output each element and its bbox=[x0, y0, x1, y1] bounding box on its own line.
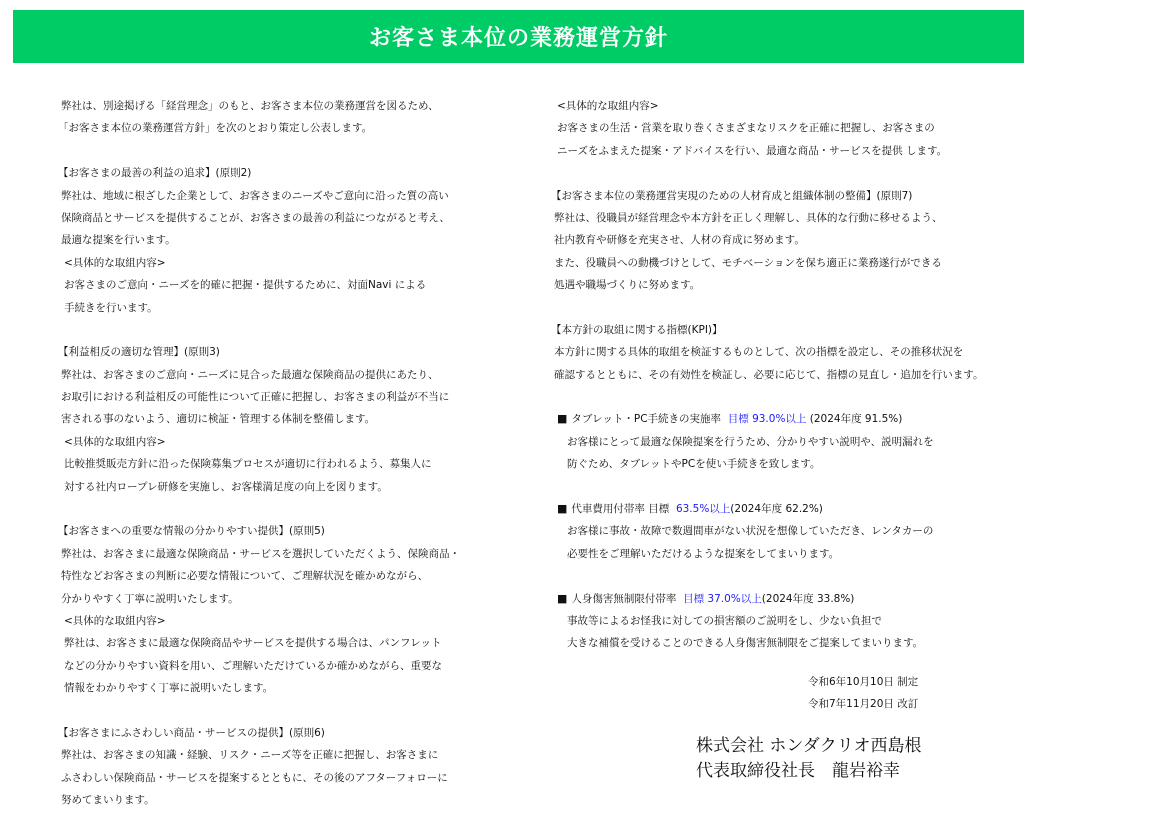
revised-date: 令和7年11月20日 改訂 bbox=[808, 698, 919, 710]
action-line: お客さまのご意向・ニーズを的確に把握・提供するために、対面Navi による bbox=[64, 279, 427, 292]
section-heading: 【お客さまへの重要な情報の分かりやすい提供】(原則5) bbox=[58, 525, 325, 538]
title-bar bbox=[13, 10, 1024, 63]
section-body-line: 社内教育や研修を充実させ、人材の育成に努めます。 bbox=[554, 234, 805, 247]
kpi-item-header bbox=[551, 588, 1011, 610]
kpi-target: 63.5%以上 bbox=[675, 503, 731, 516]
section-body-line: 最適な提案を行います。 bbox=[61, 234, 176, 247]
action-line: ニーズをふまえた提案・アドバイスを行い、最適な商品・サービスを提供 します。 bbox=[557, 144, 948, 157]
kpi-item-header bbox=[551, 498, 1011, 520]
action-line: お客さまの生活・営業を取り巻くさまざまなリスクを正確に把握し、お客さまの bbox=[557, 122, 935, 135]
square-bullet-icon: ■ bbox=[557, 412, 568, 426]
section-body-line: 弊社は、役職員が経営理念や本方針を正しく理解し、具体的な行動に移せるよう、 bbox=[554, 211, 943, 224]
established-date: 令和6年10月10日 制定 bbox=[808, 676, 919, 688]
policy-dates bbox=[808, 671, 918, 715]
section-body-line: 害される事のないよう、適切に検証・管理する体制を整備します。 bbox=[61, 413, 376, 426]
right-column bbox=[551, 95, 1011, 655]
section-body-line: また、役職員への動機づけとして、モチベーションを保ち適正に業務遂行ができる bbox=[554, 256, 942, 269]
kpi-body-line: 本方針に関する具体的取組を検証するものとして、次の指標を設定し、その推移状況を bbox=[554, 346, 964, 359]
action-line: 比較推奨販売方針に沿った保険募集プロセスが適切に行われるよう、募集人に bbox=[64, 458, 432, 471]
action-line: 対する社内ロープレ研修を実施し、お客様満足度の向上を図ります。 bbox=[64, 480, 388, 493]
section-heading: 【お客さま本位の業務運営実現のための人材育成と組織体制の整備】(原則7) bbox=[551, 189, 913, 202]
section-heading: 【利益相反の適切な管理】(原則3) bbox=[58, 346, 220, 359]
section-body-line: ふさわしい保険商品・サービスを提案するとともに、その後のアフターフォローに bbox=[61, 771, 448, 784]
kpi-actual: (2024年度 33.8%) bbox=[761, 592, 855, 605]
intro-line: 「お客さま本位の業務運営方針」を次のとおり策定し公表します。 bbox=[58, 122, 373, 135]
square-bullet-icon: ■ bbox=[557, 591, 568, 605]
kpi-target: 目標 37.0%以上 bbox=[683, 592, 762, 605]
action-line: 弊社は、お客さまに最適な保険商品やサービスを提供する場合は、パンフレット bbox=[64, 637, 442, 650]
kpi-body-line: 確認するとともに、その有効性を検証し、必要に応じて、指標の見直し・追加を行います。 bbox=[554, 368, 984, 381]
section-heading: 【お客さまにふさわしい商品・サービスの提供】(原則6) bbox=[58, 726, 325, 739]
square-bullet-icon: ■ bbox=[557, 502, 568, 516]
kpi-description-line: 大きな補償を受けることのできる人身傷害無制限をご提案してまいります。 bbox=[567, 637, 924, 650]
action-line: などの分かりやすい資料を用い、ご理解いただけているか確かめながら、重要な bbox=[64, 659, 442, 672]
kpi-item-name: タブレット・PC手続きの実施率 bbox=[571, 413, 722, 426]
section-body-line: 弊社は、お客さまの知識・経験、リスク・ニーズ等を正確に把握し、お客さまに bbox=[61, 749, 439, 762]
kpi-item-name: 代車費用付帯率 bbox=[571, 503, 645, 516]
section-body-line: 弊社は、お客さまのご意向・ニーズに見合った最適な保険商品の提供にあたり、 bbox=[61, 368, 439, 381]
section-body-line: 弊社は、お客さまに最適な保険商品・サービスを選択していただくよう、保険商品・ bbox=[61, 547, 460, 560]
section-body-line: 保険商品とサービスを提供することが、お客さまの最善の利益につながると考え、 bbox=[61, 211, 450, 224]
section-body-line: お取引における利益相反の可能性について正確に把握し、お客さまの利益が不当に bbox=[61, 391, 450, 404]
kpi-target-label: 目標 bbox=[648, 503, 670, 516]
company-name: 株式会社 ホンダクリオ西島根 bbox=[696, 736, 922, 756]
action-label: <具体的な取組内容> bbox=[64, 614, 166, 627]
representative-name: 代表取締役社長 龍岩裕幸 bbox=[696, 761, 900, 781]
page-title: お客さま本位の業務運営方針 bbox=[368, 26, 668, 51]
left-column bbox=[58, 95, 528, 812]
section-body-line: 特性などお客さまの判断に必要な情報について、ご理解状況を確かめながら、 bbox=[61, 570, 429, 583]
kpi-description-line: 必要性をご理解いただけるような提案をしてまいります。 bbox=[567, 547, 840, 560]
kpi-actual: (2024年度 91.5%) bbox=[806, 413, 903, 426]
signature-block bbox=[696, 734, 922, 784]
kpi-heading: 【本方針の取組に関する指標(KPI)】 bbox=[551, 323, 723, 336]
kpi-description-line: 防ぐため、タブレットやPCを使い手続きを致します。 bbox=[567, 458, 821, 471]
kpi-target: 目標 93.0%以上 bbox=[727, 413, 807, 426]
kpi-description-line: お客様に事故・故障で数週間車がない状況を想像していただき、レンタカーの bbox=[567, 525, 934, 538]
section-heading: 【お客さまの最善の利益の追求】(原則2) bbox=[58, 167, 252, 180]
kpi-item-header bbox=[551, 408, 1011, 430]
section-body-line: 弊社は、地域に根ざした企業として、お客さまのニーズやご意向に沿った質の高い bbox=[61, 189, 449, 202]
kpi-actual: (2024年度 62.2%) bbox=[730, 503, 823, 516]
action-label: <具体的な取組内容> bbox=[557, 100, 659, 112]
kpi-description-line: 事故等によるお怪我に対しての損害額のご説明をし、少ない負担で bbox=[567, 614, 882, 627]
kpi-description-line: お客様にとって最適な保険提案を行うため、分かりやすい説明や、説明漏れを bbox=[567, 435, 934, 448]
action-line: 情報をわかりやすく丁寧に説明いたします。 bbox=[64, 682, 274, 695]
action-label: <具体的な取組内容> bbox=[64, 256, 166, 269]
section-body-line: 分かりやすく丁寧に説明いたします。 bbox=[61, 592, 239, 605]
section-body-line: 努めてまいります。 bbox=[61, 794, 155, 807]
section-body-line: 処遇や職場づくりに努めます。 bbox=[554, 279, 701, 292]
action-line: 手続きを行います。 bbox=[64, 301, 158, 314]
kpi-item-name: 人身傷害無制限付帯率 bbox=[571, 592, 677, 605]
action-label: <具体的な取組内容> bbox=[64, 435, 166, 448]
intro-line: 弊社は、別途掲げる「経営理念」のもと、お客さま本位の業務運営を図るため、 bbox=[61, 100, 439, 112]
